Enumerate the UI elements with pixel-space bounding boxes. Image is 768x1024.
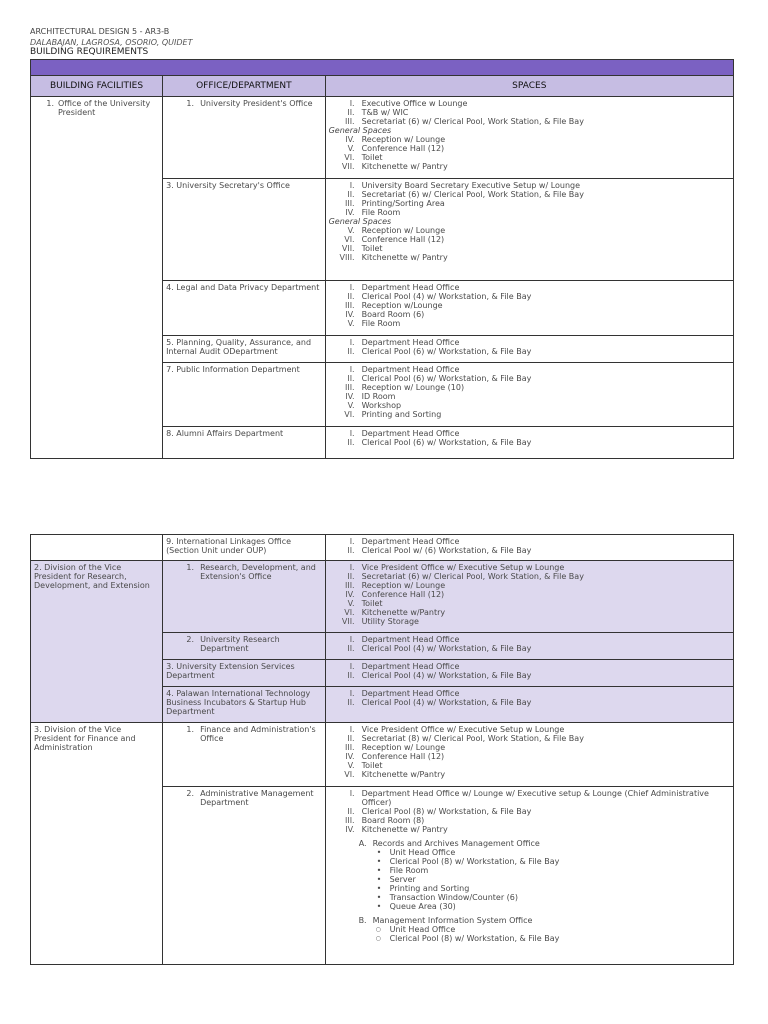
list-item: II. Secretariat (8) w/ Clerical Pool, Work Station, & File Bay (347, 734, 584, 743)
list-item: IV. ID Room (345, 392, 396, 401)
office-cell: 4. Legal and Data Privacy Department (163, 281, 326, 336)
spaces-cell (325, 336, 733, 363)
table-row (31, 561, 734, 633)
course-label: ARCHITECTURAL DESIGN 5 - AR3-B (30, 27, 170, 36)
facility-cell: 1. Office of the University President (31, 97, 163, 459)
list-item: I. Department Head Office (349, 689, 460, 698)
office-cell: 8. Alumni Affairs Department (163, 427, 326, 459)
list-item: II. T&B w/ WIC (347, 108, 409, 117)
list-item: I. Department Head Office (349, 365, 460, 374)
list-item: • Transaction Window/Counter (6) (390, 893, 730, 902)
list-item: IV. Board Room (6) (345, 310, 425, 319)
spaces-cell (325, 660, 733, 687)
list-item: I. Department Head Office (349, 537, 460, 546)
list-item: VII. Kitchenette w/ Pantry (341, 162, 448, 171)
general-spaces-label: General Spaces (328, 126, 392, 135)
list-item: IV. Reception w/ Lounge (345, 135, 446, 144)
list-item: II. Clerical Pool (4) w/ Workstation, & File Bay (347, 292, 532, 301)
list-item: I. Department Head Office (349, 662, 460, 671)
spaces-cell (325, 363, 733, 427)
list-item: II. Secretariat (6) w/ Clerical Pool, Work Station, & File Bay (347, 190, 584, 199)
list-item: I. Department Head Office (349, 283, 460, 292)
list-item: IV. Kitchenette w/ Pantry (345, 825, 448, 834)
spaces-cell (325, 723, 733, 787)
list-item: ○ Unit Head Office (390, 925, 730, 934)
office-cell: 7. Public Information Department (163, 363, 326, 427)
spaces-cell (325, 787, 733, 965)
list-item: VI. Kitchenette w/Pantry (344, 770, 446, 779)
list-item: I. Department Head Office (349, 635, 460, 644)
list-item: II. Clerical Pool (6) w/ Workstation, & File Bay (347, 438, 532, 447)
list-item: II. Clerical Pool (4) w/ Workstation, & File Bay (347, 671, 532, 680)
list-item: IV. File Room (345, 208, 401, 217)
list-item: IV. Conference Hall (12) (345, 590, 445, 599)
list-item: V. File Room (347, 319, 401, 328)
office-cell: 3. University Secretary's Office (163, 179, 326, 281)
list-item: I. Department Head Office w/ Lounge w/ Executive setup & Lounge (Chief Administrative Officer) (349, 789, 709, 807)
sub-office-b: B. Management Information System Office (358, 916, 533, 925)
office-cell: 2. Administrative Management Department (163, 787, 326, 965)
list-item: III. Board Room (8) (344, 816, 425, 825)
spaces-cell (325, 97, 733, 179)
list-item: II. Clerical Pool (4) w/ Workstation, & File Bay (347, 698, 532, 707)
list-item: • Queue Area (30) (390, 902, 730, 911)
office-cell: 2. University Research Department (163, 633, 326, 660)
spaces-cell (325, 687, 733, 723)
list-item: VIII. Kitchenette w/ Pantry (339, 253, 448, 262)
list-item: III. Reception w/Lounge (344, 301, 443, 310)
column-header-row (31, 76, 734, 97)
office-cell: 9. International Linkages Office (Section Unit under OUP) (163, 535, 326, 561)
facility-cell (31, 535, 163, 561)
list-item: V. Workshop (347, 401, 402, 410)
spaces-cell (325, 535, 733, 561)
spaces-cell (325, 633, 733, 660)
list-item: II. Clerical Pool (6) w/ Workstation, & File Bay (347, 374, 532, 383)
office-cell: 1. Research, Development, and Extension's Office (163, 561, 326, 633)
spaces-cell (325, 179, 733, 281)
list-item: V. Conference Hall (12) (347, 144, 445, 153)
list-item: II. Clerical Pool (4) w/ Workstation, & File Bay (347, 644, 532, 653)
list-item: VI. Kitchenette w/Pantry (344, 608, 446, 617)
list-item: III. Secretariat (6) w/ Clerical Pool, Work Station, & File Bay (344, 117, 584, 126)
list-item: • File Room (390, 866, 730, 875)
col-header-spaces: SPACES (325, 76, 733, 97)
list-item: III. Reception w/ Lounge (344, 743, 446, 752)
list-item: V. Reception w/ Lounge (347, 226, 446, 235)
spaces-cell (325, 281, 733, 336)
table-row (31, 723, 734, 787)
list-item: • Printing and Sorting (390, 884, 730, 893)
list-item: I. Department Head Office (349, 429, 460, 438)
list-item: V. Toilet (347, 761, 383, 770)
spaces-cell (325, 561, 733, 633)
list-item: I. University Board Secretary Executive Setup w/ Lounge (349, 181, 581, 190)
list-item: I. Vice President Office w/ Executive Setup w Lounge (349, 725, 565, 734)
list-item: • Unit Head Office (390, 848, 730, 857)
authors-label: DALABAJAN, LAGROSA, OSORIO, QUIDET (30, 38, 193, 47)
col-header-facilities: BUILDING FACILITIES (31, 76, 163, 97)
list-item: I. Executive Office w Lounge (349, 99, 468, 108)
list-item: III. Reception w/ Lounge (10) (344, 383, 465, 392)
list-item: VII. Utility Storage (341, 617, 419, 626)
requirements-table-1 (30, 59, 734, 459)
list-item: I. Vice President Office w/ Executive Setup w Lounge (349, 563, 565, 572)
table-title-band (31, 60, 734, 76)
col-header-office: OFFICE/DEPARTMENT (163, 76, 326, 97)
table-row (31, 97, 734, 179)
list-item: II. Clerical Pool (8) w/ Workstation, & File Bay (347, 807, 532, 816)
list-item: • Server (390, 875, 730, 884)
list-item: • Clerical Pool (8) w/ Workstation, & File Bay (390, 857, 730, 866)
general-spaces-label: General Spaces (328, 217, 392, 226)
facility-cell: 3. Division of the Vice President for Finance and Administration (31, 723, 163, 965)
list-item: ○ Clerical Pool (8) w/ Workstation, & File Bay (390, 934, 730, 943)
requirements-table-2 (30, 534, 734, 965)
list-item: III. Printing/Sorting Area (344, 199, 445, 208)
sub-office-a: A. Records and Archives Management Office (358, 839, 540, 848)
office-cell: 5. Planning, Quality, Assurance, and Internal Audit ODepartment (163, 336, 326, 363)
office-cell: 1. Finance and Administration's Office (163, 723, 326, 787)
list-item: VI. Toilet (344, 153, 383, 162)
list-item: VII. Toilet (341, 244, 383, 253)
facility-cell: 2. Division of the Vice President for Research, Development, and Extension (31, 561, 163, 723)
office-cell: 4. Palawan International Technology Business Incubators & Startup Hub Department (163, 687, 326, 723)
office-cell: 3. University Extension Services Department (163, 660, 326, 687)
office-cell: 1. University President's Office (163, 97, 326, 179)
list-item: V. Toilet (347, 599, 383, 608)
table-row (31, 535, 734, 561)
list-item: III. Reception w/ Lounge (344, 581, 446, 590)
list-item: IV. Conference Hall (12) (345, 752, 445, 761)
list-item: II. Secretariat (6) w/ Clerical Pool, Work Station, & File Bay (347, 572, 584, 581)
list-item: I. Department Head Office (349, 338, 460, 347)
spaces-cell (325, 427, 733, 459)
list-item: II. Clerical Pool w/ (6) Workstation, & File Bay (347, 546, 532, 555)
list-item: VI. Printing and Sorting (344, 410, 442, 419)
page-title: BUILDING REQUIREMENTS (30, 47, 149, 57)
list-item: II. Clerical Pool (6) w/ Workstation, & File Bay (347, 347, 532, 356)
list-item: VI. Conference Hall (12) (344, 235, 445, 244)
